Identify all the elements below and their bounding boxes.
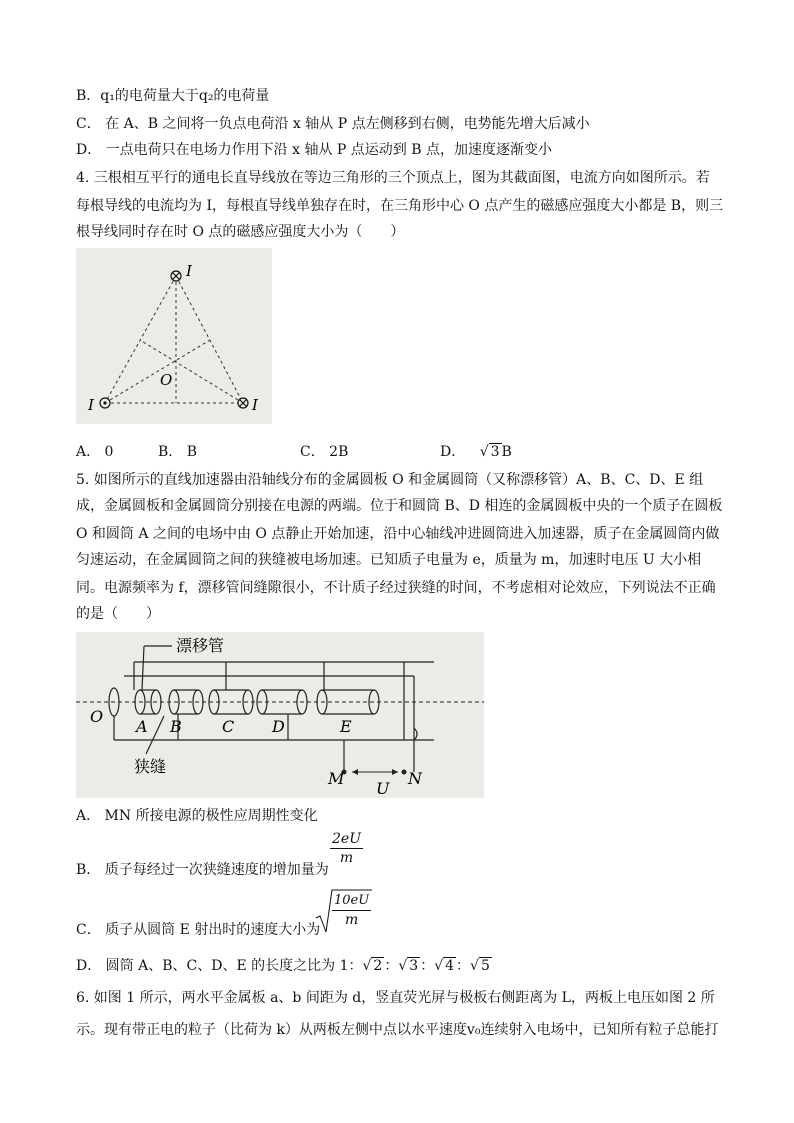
q4-triangle-figure	[76, 248, 272, 424]
q5-option-c-numerator: 10eU	[332, 892, 371, 911]
q5-stem-line-1: 5. 如图所示的直线加速器由沿轴线分布的金属圆板 O 和金属圆筒（又称漂移管）A、B、C、D、E 组	[76, 472, 704, 488]
q4-option-d-radicand: 3	[490, 444, 500, 460]
wire-left-dot-icon	[100, 398, 110, 408]
wire-right-cross-icon	[238, 398, 248, 408]
q5-option-a: A． MN 所接电源的极性应周期性变化	[76, 808, 318, 824]
label-u: U	[376, 779, 390, 798]
q5-stem-line-4: 匀速运动，在金属圆筒之间的狭缝被电场加速。已知质子电量为 e，质量为 m，加速时电压 U 大小相	[76, 552, 702, 568]
label-right-current: I	[252, 396, 258, 414]
q5-option-c: C． 质子从圆筒 E 射出时的速度大小为	[76, 922, 321, 938]
label-left-current: I	[88, 396, 94, 414]
q3-option-b: B．q₁的电荷量大于q₂的电荷量	[76, 88, 270, 104]
accelerator-diagram	[76, 632, 484, 798]
q5-option-d: D． 圆筒 A、B、C、D、E 的长度之比为 1：√ 2 ：√ 3 ：√ 4 ：√ 5	[76, 958, 490, 974]
q4-stem-line-3: 根导线同时存在时 O 点的磁感应强度大小为（ ）	[76, 224, 405, 240]
label-b: B	[170, 717, 182, 736]
label-n: N	[408, 769, 422, 788]
gap-label: 狭缝	[134, 757, 167, 776]
q4-option-d: D． √ 3 B	[440, 444, 512, 460]
drift-tube-label: 漂移管	[176, 636, 225, 655]
q5-option-d-root-3: 3	[409, 958, 419, 974]
q5-option-d-text: D． 圆筒 A、B、C、D、E 的长度之比为 1：	[76, 958, 363, 974]
q4-option-c: C． 2B	[300, 444, 349, 460]
label-center-o: O	[160, 371, 173, 389]
q6-stem-line-2: 示。现有带正电的粒子（比荷为 k）从两板左侧中点以水平速度v₀连续射入电场中，已知所有粒子总能打	[76, 1022, 719, 1038]
label-m: M	[328, 769, 345, 788]
triangle-diagram	[76, 248, 272, 424]
q4-option-b: B． B	[158, 444, 198, 460]
label-a: A	[136, 717, 148, 736]
q5-stem-line-2: 成，金属圆板和金属圆筒分别接在电源的两端。位于和圆筒 B、D 相连的金属圆板中央的一个质子在圆板	[76, 498, 723, 514]
q5-sep-2: ：	[420, 958, 435, 974]
q4-option-d-prefix: D．	[440, 444, 466, 460]
label-e: E	[340, 717, 352, 736]
q5-sep-3: ：	[456, 958, 471, 974]
q5-option-b-denominator: m	[339, 850, 354, 866]
q5-option-b-fraction	[330, 830, 363, 867]
q3-option-d: D． 一点电荷只在电场力作用下沿 x 轴从 P 点运动到 B 点，加速度逐渐变小	[76, 142, 552, 158]
q5-stem-line-6: 的是（ ）	[76, 606, 160, 622]
q5-stem-line-5: 同。电源频率为 f，漂移管间缝隙很小，不计质子经过狭缝的时间，不考虑相对论效应，下列说法不正确	[76, 580, 716, 596]
q5-linear-accelerator-figure	[76, 632, 484, 798]
q4-stem-line-1: 4. 三根相互平行的通电长直导线放在等边三角形的三个顶点上，图为其截面图，电流方向如图所示。若	[76, 170, 710, 186]
wire-top-cross-icon	[171, 271, 181, 281]
q4-stem-line-2: 每根导线的电流均为 I，每根直导线单独存在时，在三角形中心 O 点产生的磁感应强度大小都是 B，则三	[76, 198, 724, 214]
label-top-current: I	[186, 262, 192, 280]
q3-option-c: C． 在 A、B 之间将一负点电荷沿 x 轴从 P 点左侧移到右侧，电势能先增大后减小	[76, 116, 590, 132]
q5-option-d-root-4: 4	[445, 958, 455, 974]
q5-option-c-denominator: m	[344, 912, 359, 928]
q6-stem-line-1: 6. 如图 1 所示，两水平金属板 a、b 间距为 d，竖直荧光屏与极板右侧距离为 L，两板上电压如图 2 所	[76, 990, 715, 1006]
q5-option-b: B． 质子每经过一次狭缝速度的增加量为	[76, 862, 329, 878]
label-c: C	[222, 717, 235, 736]
q5-sep-1: ：	[384, 958, 399, 974]
q4-option-a: A． 0	[76, 444, 114, 460]
label-o: O	[90, 707, 104, 726]
label-d: D	[272, 717, 285, 736]
q5-option-d-root-5: 5	[480, 958, 490, 974]
q5-stem-line-3: O 和圆筒 A 之间的电场中由 O 点静止开始加速，沿中心轴线冲进圆筒进入加速器，质子在金属圆筒内做	[76, 526, 720, 542]
q5-option-b-numerator: 2eU	[332, 831, 361, 847]
q4-option-d-suffix: B	[501, 444, 512, 460]
q5-option-d-root-2: 2	[373, 958, 383, 974]
